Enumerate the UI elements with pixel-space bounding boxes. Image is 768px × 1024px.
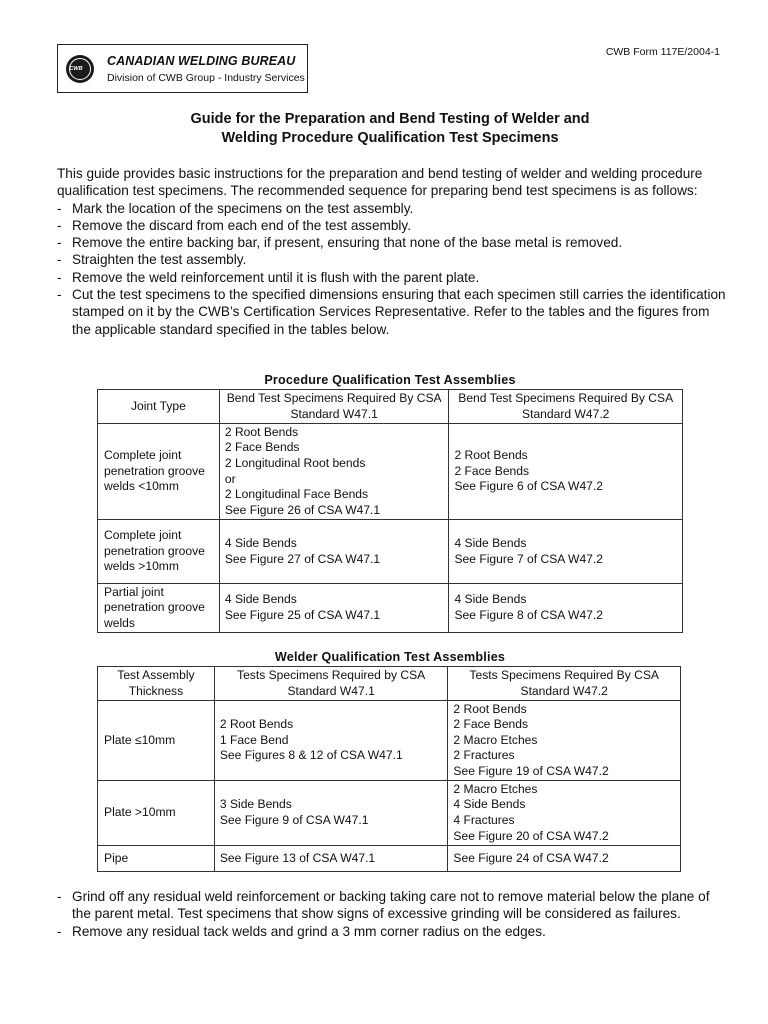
cell-line: See Figure 9 of CSA W47.1 bbox=[219, 813, 369, 827]
cell-line: See Figure 27 of CSA W47.1 bbox=[224, 551, 381, 566]
cell-line: 2 Face Bends bbox=[454, 463, 530, 478]
cwb-logo-box bbox=[57, 44, 308, 93]
prep-step: - Straighten the test assembly. bbox=[57, 251, 727, 268]
title-line-1: Guide for the Preparation and Bend Testing of Welder and bbox=[190, 111, 590, 127]
thickness-cell: Plate ≤10mm bbox=[98, 701, 215, 781]
cell-line: See Figure 25 of CSA W47.1 bbox=[224, 608, 381, 622]
cell-line: 3 Side Bends bbox=[219, 797, 292, 812]
form-id: CWB Form 117E/2004-1 bbox=[605, 46, 720, 58]
w472-cell bbox=[449, 584, 683, 633]
joint-type-cell: Complete joint penetration groove welds >10mm bbox=[98, 520, 220, 584]
cell-line: See Figure 26 of CSA W47.1 bbox=[224, 502, 381, 517]
thickness-cell: Pipe bbox=[98, 846, 215, 872]
cell-line: 2 Root Bends bbox=[219, 717, 294, 732]
cell-line: 2 Root Bends bbox=[224, 424, 299, 439]
intro-section bbox=[57, 165, 727, 338]
intro-paragraph: This guide provides basic instructions for the preparation and bend testing of welder and welding procedure qualification test specimens. The recommended sequence for preparing bend test specimens is as follows: bbox=[57, 166, 703, 199]
thickness-cell: Plate >10mm bbox=[98, 781, 215, 846]
w471-cell bbox=[214, 701, 448, 781]
joint-type-cell: Complete joint penetration groove welds <10mm bbox=[98, 424, 220, 520]
w472-cell bbox=[449, 520, 683, 584]
table-row bbox=[98, 520, 683, 584]
cell-line: 2 Longitudinal Face Bends bbox=[224, 487, 369, 502]
cell-line: 2 Face Bends bbox=[224, 440, 300, 455]
cell-line: 2 Macro Etches bbox=[453, 732, 538, 747]
w471-cell bbox=[219, 584, 449, 633]
column-header: Test Assembly Thickness bbox=[98, 667, 215, 701]
w472-cell bbox=[448, 846, 681, 872]
table-row bbox=[98, 781, 681, 846]
w471-cell bbox=[214, 781, 448, 846]
cell-line: or bbox=[224, 471, 236, 486]
org-name: CANADIAN WELDING BUREAU bbox=[107, 54, 296, 68]
cell-line: 4 Fractures bbox=[453, 813, 515, 827]
cell-line: 2 Root Bends bbox=[454, 448, 528, 463]
table-row bbox=[98, 424, 683, 520]
prep-step: - Remove the discard from each end of the test assembly. bbox=[57, 217, 727, 234]
title-line-2: Welding Procedure Qualification Test Specimens bbox=[221, 130, 559, 146]
finishing-section bbox=[57, 888, 727, 940]
column-header: Tests Specimens Required by CSA Standard W47.1 bbox=[214, 667, 448, 701]
cell-line: 2 Longitudinal Root bends bbox=[224, 455, 366, 470]
table-row bbox=[98, 846, 681, 872]
cell-line: See Figure 7 of CSA W47.2 bbox=[454, 551, 603, 566]
joint-type-cell: Partial joint penetration groove welds bbox=[98, 584, 220, 633]
cell-line: 2 Root Bends bbox=[453, 701, 527, 716]
finishing-step: - Grind off any residual weld reinforcement or backing taking care not to remove material below the plane of the parent metal. Test specimens that show signs of excessive grinding will be considered as failures. bbox=[57, 888, 727, 923]
welder-table bbox=[97, 666, 681, 872]
prep-step: - Cut the test specimens to the specified dimensions ensuring that each specimen still carries the identification stamped on it by the CWB’s Certification Services Representative. Refer to the tables and the figures from the applicable standard specified in the tables below. bbox=[57, 286, 727, 338]
org-subtitle: Division of CWB Group - Industry Services bbox=[107, 72, 305, 84]
w471-cell bbox=[219, 424, 449, 520]
table-row bbox=[98, 584, 683, 633]
finishing-steps-list bbox=[57, 888, 727, 940]
procedure-table bbox=[97, 389, 683, 633]
cell-line: 4 Side Bends bbox=[454, 535, 527, 550]
prep-step: - Mark the location of the specimens on the test assembly. bbox=[57, 200, 727, 217]
prep-step: - Remove the entire backing bar, if present, ensuring that none of the base metal is removed. bbox=[57, 234, 727, 251]
cell-line: 4 Side Bends bbox=[453, 797, 526, 812]
w472-cell bbox=[449, 424, 683, 520]
cell-line: See Figures 8 & 12 of CSA W47.1 bbox=[219, 748, 403, 763]
document-title bbox=[0, 110, 768, 148]
cell-line: 2 Macro Etches bbox=[453, 781, 538, 796]
column-header: Tests Specimens Required By CSA Standard W47.2 bbox=[448, 667, 681, 701]
cell-line: See Figure 8 of CSA W47.2 bbox=[454, 608, 603, 622]
w472-cell bbox=[448, 701, 681, 781]
table-row bbox=[98, 701, 681, 781]
finishing-step: - Remove any residual tack welds and grind a 3 mm corner radius on the edges. bbox=[57, 923, 727, 940]
cell-line: See Figure 6 of CSA W47.2 bbox=[454, 479, 603, 494]
procedure-table-title: Procedure Qualification Test Assemblies bbox=[264, 373, 516, 387]
logo-text: CWB bbox=[69, 66, 83, 72]
cell-line: See Figure 20 of CSA W47.2 bbox=[453, 828, 609, 843]
prep-step: - Remove the weld reinforcement until it is flush with the parent plate. bbox=[57, 269, 727, 286]
cell-line: See Figure 13 of CSA W47.1 bbox=[219, 850, 376, 865]
column-header: Bend Test Specimens Required By CSA Standard W47.1 bbox=[219, 390, 449, 424]
cell-line: 2 Face Bends bbox=[453, 717, 529, 732]
cell-line: 4 Side Bends bbox=[224, 592, 297, 607]
w472-cell bbox=[448, 781, 681, 846]
column-header: Bend Test Specimens Required By CSA Standard W47.2 bbox=[449, 390, 683, 424]
w471-cell bbox=[219, 520, 449, 584]
cell-line: 2 Fractures bbox=[453, 748, 515, 763]
cell-line: 4 Side Bends bbox=[224, 535, 297, 550]
table-header-row bbox=[98, 390, 683, 424]
cell-line: See Figure 24 of CSA W47.2 bbox=[453, 850, 609, 865]
welder-table-title: Welder Qualification Test Assemblies bbox=[274, 650, 506, 664]
cell-line: See Figure 19 of CSA W47.2 bbox=[453, 763, 609, 778]
cell-line: 1 Face Bend bbox=[219, 732, 289, 747]
column-header: Joint Type bbox=[98, 390, 220, 424]
w471-cell bbox=[214, 846, 448, 872]
table-header-row bbox=[98, 667, 681, 701]
prep-steps-list bbox=[57, 200, 727, 338]
cell-line: 4 Side Bends bbox=[454, 592, 527, 607]
